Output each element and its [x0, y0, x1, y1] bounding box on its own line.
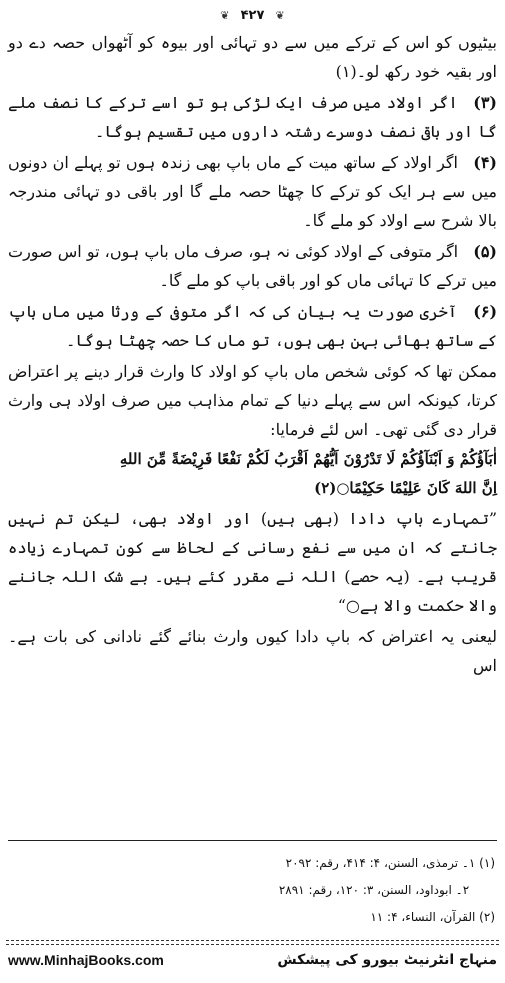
paragraph [8, 148, 497, 235]
verse-translation: ”تمہارے باپ دادا (بھی ہیں) اور اولاد بھی، لیکن تم نہیں جانتے کہ ان میں سے نفع رسانی کے لحاظ سے کون تمہارے زیادہ قریب ہے۔ (یہ حصے) اللہ نے مقرر کئے ہیں۔ بے شک اللہ جاننے والا حکمت والا ہے○“ [8, 509, 497, 615]
footer-divider [6, 944, 499, 945]
quran-verse-line-1: اٰبَآؤُکُمْ وَ اَبْنَآؤُکُمْ لَا تَدْرُوْنَ اَیُّهُمْ اَقْرَبُ لَکُمْ نَفْعًا فَرِیْضَةً مِّنَ اللهِ [119, 450, 497, 468]
paragraph-text: اگر اولاد کے ساتھ میت کے ماں باپ بھی زندہ ہوں تو پہلے ان دونوں میں سے ہر ایک کو ترکے کا چھٹا حصہ ملے گا اور باقی دو تہائی مندرجہ بالا شرح سے اولاد کو ملے گا۔ [8, 153, 497, 230]
footnote-text: ۲۔ ابوداود، السنن، ۳: ۱۲۰، رقم: ۲۸۹۱ [278, 883, 470, 897]
page-number: ۴۲۷ [240, 8, 265, 23]
paragraph [8, 357, 497, 444]
paragraph-text: اگر اولاد میں صرف ایک لڑکی ہو تو اسے ترکے کا نصف ملے گا اور باقی نصف دوسرے رشتہ داروں میں تقسیم ہوگا۔ [8, 93, 497, 141]
paragraph-text: بیٹیوں کو اس کے ترکے میں سے دو تہائی اور بیوہ کو آٹھواں حصہ دے دو اور بقیہ خود رکھ لو۔(۱) [8, 33, 497, 81]
footnote-text: ۱۔ ترمذی، السنن، ۴: ۴۱۴، رقم: ۲۰۹۲ [285, 856, 476, 870]
footnote [10, 850, 495, 877]
paragraph-number: (۵) [473, 242, 497, 261]
footnote [10, 904, 495, 931]
ornament-right: ❦ [275, 9, 285, 22]
footer-divider [6, 940, 499, 941]
paragraph-number: (۴) [473, 153, 497, 172]
paragraph-number: (۶) [473, 302, 498, 321]
ornament-left: ❦ [220, 9, 230, 22]
paragraph-text: آخری صورت یہ بیان کی کہ اگر متوفی کے ورثا میں ماں باپ کے ساتھ بھائی بہن بھی ہوں، تو ماں کا حصہ چھٹا ہوگا۔ [8, 302, 497, 350]
footnotes [10, 850, 495, 931]
paragraph [8, 88, 497, 146]
publisher-credit: منہاج انٹرنیٹ بیورو کی پیشکش [277, 952, 497, 968]
paragraph [8, 237, 497, 295]
footnote-number: (۲) [479, 910, 495, 924]
page-footer [8, 952, 497, 976]
footnote [10, 877, 495, 904]
footnote-number: (۱) [479, 856, 495, 870]
paragraph [8, 28, 497, 86]
main-text [8, 28, 497, 682]
paragraph-text: ممکن تھا کہ کوئی شخص ماں باپ کو اولاد کا وارث قرار دینے پر اعتراض کرتا، کیونکہ اس سے پہلے دنیا کے تمام مذاہب میں صرف اولاد ہی وارث قرار دی گئی تھی۔ اس لئے فرمایا: [8, 362, 497, 439]
website-link[interactable]: www.MinhajBooks.com [8, 952, 164, 968]
page-header [0, 4, 505, 23]
paragraph-text: اگر متوفی کے اولاد کوئی نہ ہو، صرف ماں باپ ہوں، تو اس صورت میں ترکے کا تہائی ماں کو اور باقی باپ کو ملے گا۔ [8, 242, 497, 290]
paragraph [8, 297, 497, 355]
footnote-divider [8, 840, 497, 841]
paragraph-number: (۳) [473, 93, 497, 112]
quran-verse-line-2: اِنَّ اللهَ کَانَ عَلِیْمًا حَکِیْمًا○(۲) [314, 479, 497, 497]
closing-line: لیعنی یہ اعتراض کہ باپ دادا کیوں وارث بنائے گئے نادانی کی بات ہے۔ اس [8, 627, 497, 675]
footnote-text: القرآن، النساء، ۴: ۱۱ [370, 910, 476, 924]
